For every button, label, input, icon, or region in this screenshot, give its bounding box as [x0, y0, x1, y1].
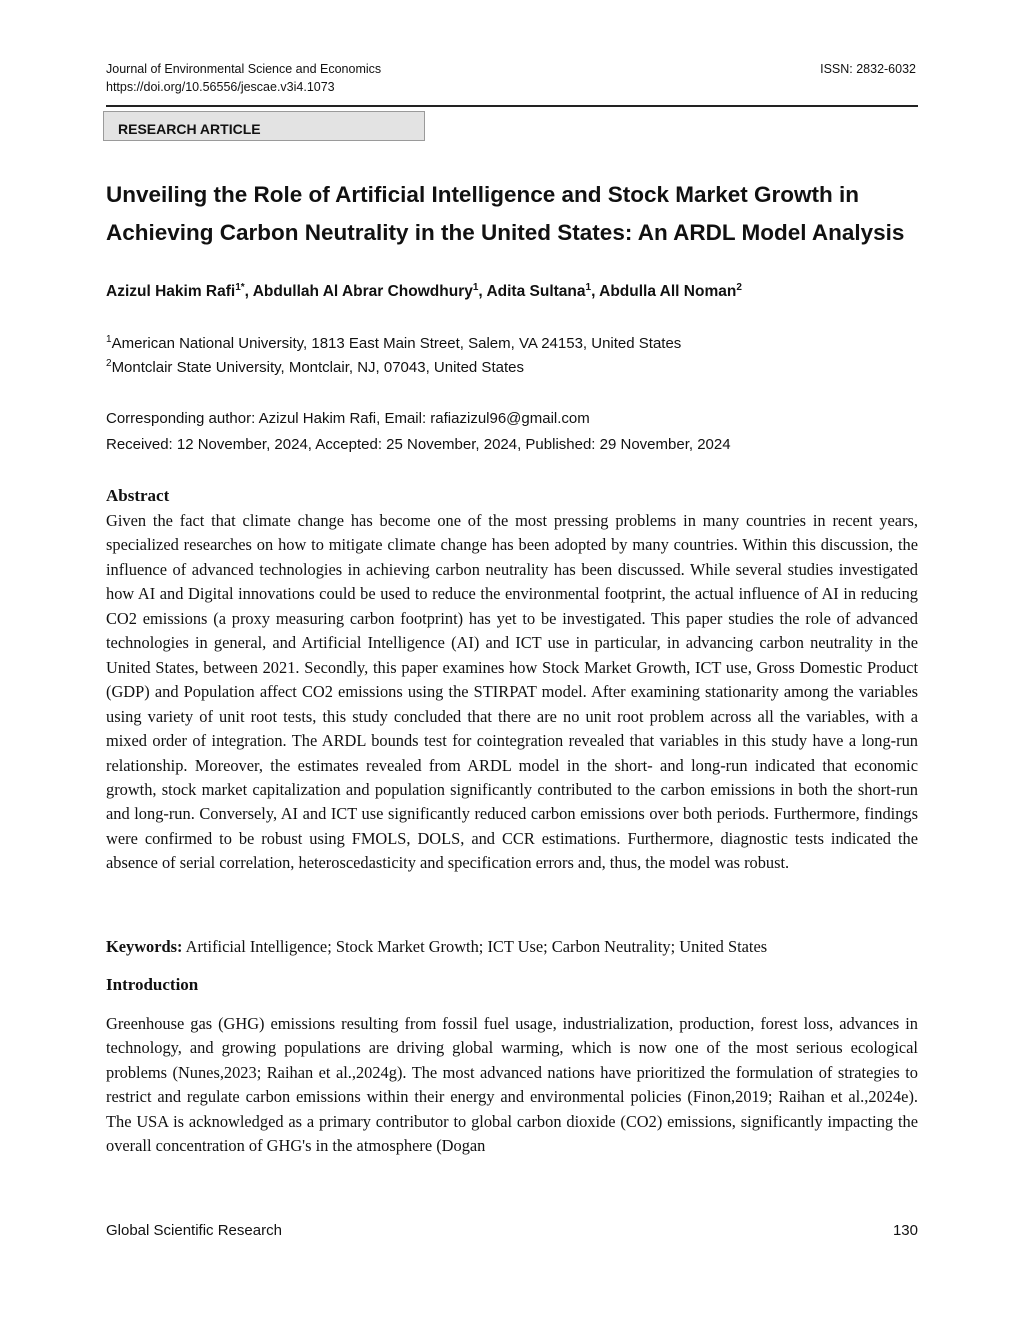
author-affiliation-mark: 1* [235, 282, 245, 293]
author-name: Abdullah Al Abrar Chowdhury [252, 283, 473, 301]
author-affiliation-mark: 1 [585, 282, 592, 293]
author-list [106, 282, 742, 301]
introduction-heading: Introduction [106, 975, 199, 994]
affiliation [106, 334, 681, 352]
journal-name: Journal of Environmental Science and Economics [106, 62, 382, 76]
issn: ISSN: 2832-6032 [820, 62, 916, 76]
affiliation-text: American National University, 1813 East Main Street, Salem, VA 24153, United States [111, 335, 682, 352]
article-type-badge: RESEARCH ARTICLE [103, 111, 425, 141]
page-number: 130 [892, 1222, 918, 1239]
keywords [106, 937, 918, 957]
author-separator: , [591, 283, 600, 301]
header-rule [106, 105, 918, 107]
affiliation-text: Montclair State University, Montclair, NJ, 07043, United States [111, 359, 524, 376]
affiliation-mark: 1 [106, 334, 112, 345]
keywords-label: Keywords: [106, 937, 183, 956]
author-affiliation-mark: 2 [736, 282, 742, 293]
author-name: Azizul Hakim Rafi [106, 283, 236, 301]
affiliation-mark: 2 [106, 358, 112, 369]
abstract-heading: Abstract [106, 486, 170, 505]
author-name: Adita Sultana [486, 283, 586, 301]
corresponding-author: Corresponding author: Azizul Hakim Rafi, Email: rafiazizul96@gmail.com [106, 410, 590, 427]
author-separator: , [478, 283, 487, 301]
keywords-text: Artificial Intelligence; Stock Market Growth; ICT Use; Carbon Neutrality; United States [182, 937, 768, 956]
abstract-body: Given the fact that climate change has become one of the most pressing problems in many countries in recent years, specialized researches on how to mitigate climate change has been adopted by many countries. Within this discussion, the influence of advanced technologies in achieving carbon neutrality has been discussed. While several studies investigated how AI and Digital innovations could be used to reduce the environmental footprint, the actual influence of AI in reducing CO2 emissions (a proxy measuring carbon footprint) has yet to be investigated. This paper studies the role of advanced technologies in general, and Artificial Intelligence (AI) and ICT use in particular, in advancing carbon neutrality in the United States, between 2021. Secondly, this paper examines how Stock Market Growth, ICT use, Gross Domestic Product (GDP) and Population affect CO2 emissions using the STIRPAT model. After examining stationarity among the variables using variety of unit root tests, this study concluded that there are no unit root problem across all the variables, with a mixed order of integration. The ARDL bounds test for cointegration revealed that variables in this study have a long-run relationship. Moreover, the estimates revealed from ARDL model in the short- and long-run indicated that economic growth, stock market capitalization and population significantly contributed to the carbon emissions in both the short-run and long-run. Conversely, AI and ICT use significantly reduced carbon emissions over both periods. Furthermore, findings were confirmed to be robust using FMOLS, DOLS, and CCR estimations. Furthermore, diagnostic tests indicated the absence of serial correlation, heteroscedasticity and specification errors and, thus, the model was robust. [106, 511, 918, 873]
author-affiliation-mark: 1 [472, 282, 479, 293]
author-separator: , [244, 283, 253, 301]
introduction-body: Greenhouse gas (GHG) emissions resulting from fossil fuel usage, industrialization, production, forest loss, advances in technology, and growing populations are driving global warming, which is now one of the most serious ecological problems (Nunes,2023; Raihan et al.,2024g). The most advanced nations have prioritized the formulation of strategies to restrict and regulate carbon emissions within their energy and environmental policies (Finon,2019; Raihan et al.,2024e). The USA is acknowledged as a primary contributor to global carbon dioxide (CO2) emissions, significantly impacting the overall concentration of GHG's in the atmosphere (Dogan [106, 1014, 918, 1156]
paper-title: Unveiling the Role of Artificial Intelligence and Stock Market Growth in Achieving Carbon Neutrality in the United States: An ARDL Model Analysis [106, 182, 905, 245]
footer-publisher: Global Scientific Research [106, 1222, 282, 1239]
affiliation [106, 358, 524, 376]
doi-link[interactable]: https://doi.org/10.56556/jescae.v3i4.1073 [106, 80, 335, 94]
author-name: Abdulla All Noman [599, 283, 737, 301]
publication-dates: Received: 12 November, 2024, Accepted: 25 November, 2024, Published: 29 November, 2024 [106, 436, 731, 453]
